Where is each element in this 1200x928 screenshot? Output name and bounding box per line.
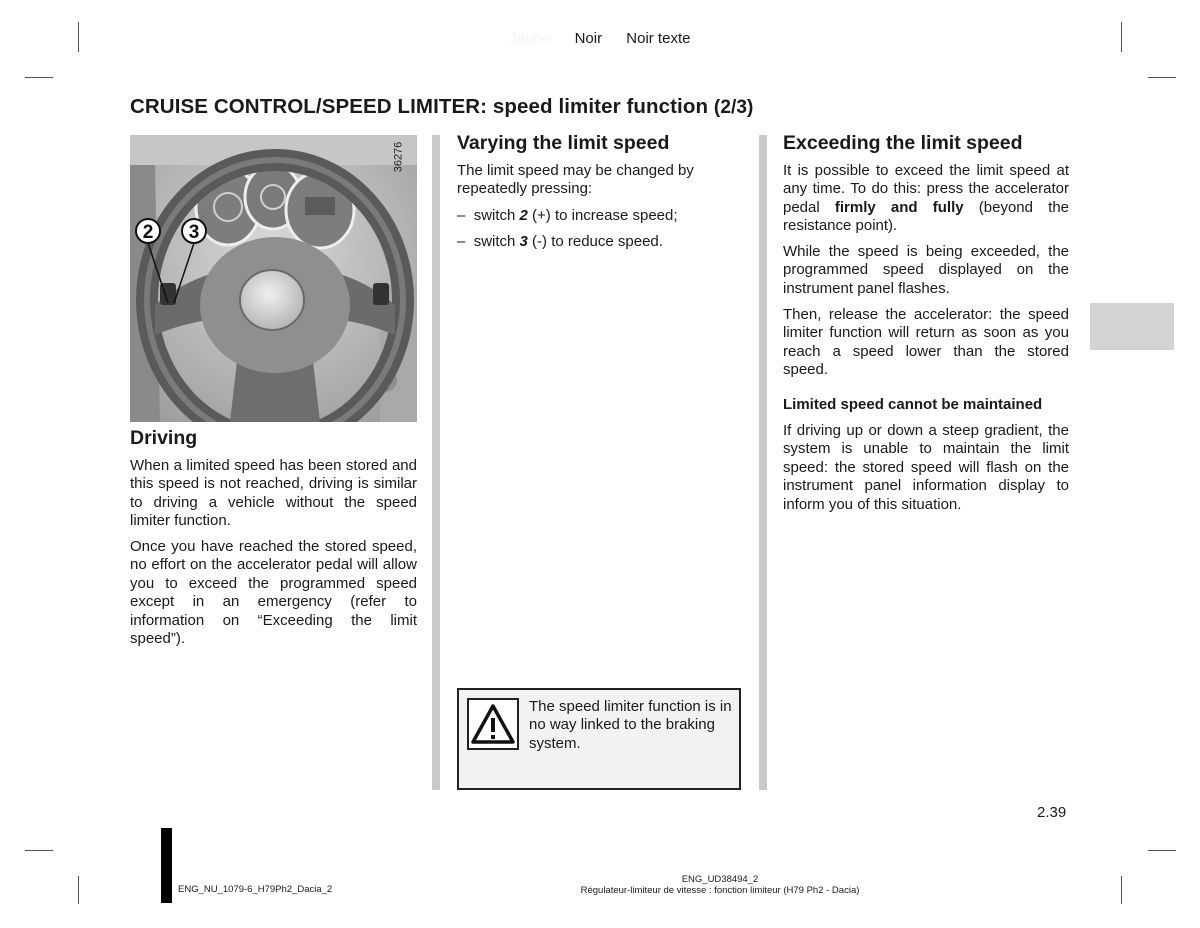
callout-2: 2	[142, 222, 154, 243]
chapter-tab	[1090, 303, 1174, 350]
crop-mark	[25, 77, 53, 78]
paragraph: Once you have reached the stored speed, no effort on the accelerator pedal will allow you to exceed the programmed speed except in an emergency (refer to information on “Exceeding the limit speed”).	[130, 538, 417, 648]
crop-mark	[78, 876, 79, 904]
paragraph: The limit speed may be changed by repeatedly pressing:	[457, 162, 694, 198]
crop-mark	[1148, 77, 1176, 78]
heading-exceeding-limit-speed: Exceeding the limit speed	[783, 132, 1023, 154]
crop-mark	[1148, 850, 1176, 851]
color-label-noir-texte: Noir texte	[626, 30, 691, 47]
paragraph: It is possible to exceed the limit speed at any time. To do this: press the accelerator pedal firmly and fully (beyond the resistance point).	[783, 162, 1069, 235]
crop-mark	[1121, 876, 1122, 904]
warning-text: The speed limiter function is in no way linked to the braking system.	[529, 698, 732, 752]
footer-center-text: Régulateur-limiteur de vitesse : fonction limiteur (H79 Ph2 - Dacia)	[580, 885, 860, 896]
page-number: 2.39	[1037, 804, 1067, 821]
paragraph: Then, release the accelerator: the speed limiter function will return as soon as you reach a speed lower than the stored speed.	[783, 306, 1069, 379]
page-title	[130, 95, 753, 119]
figure-ref-number: 36276	[392, 141, 405, 173]
margin-bar	[161, 828, 172, 903]
list-item: – switch 2 (+) to increase speed;	[457, 207, 678, 224]
warning-triangle-icon	[467, 698, 519, 750]
paragraph: If driving up or down a steep gradient, the system is unable to maintain the limit speed: the stored speed will flash on the instrument panel information display to inform you of this situation.	[783, 422, 1069, 513]
steering-wheel-photo	[130, 135, 417, 422]
color-separation-labels	[0, 30, 1200, 47]
warning-box	[457, 688, 741, 790]
column-rule	[759, 135, 767, 790]
crop-mark	[25, 850, 53, 851]
subheading-limited-speed: Limited speed cannot be maintained	[783, 396, 1043, 413]
footer-center	[560, 874, 880, 896]
callout-3: 3	[188, 222, 200, 243]
list-item: – switch 3 (-) to reduce speed.	[457, 233, 663, 250]
paragraph: When a limited speed has been stored and this speed is not reached, driving is similar to driving a vehicle without the speed limiter function.	[130, 457, 417, 530]
page-title-main: CRUISE CONTROL/SPEED LIMITER: speed limiter function	[130, 95, 709, 118]
heading-driving: Driving	[130, 427, 198, 449]
color-label-jaune: Jaune	[509, 30, 551, 47]
footer-left-code: ENG_NU_1079-6_H79Ph2_Dacia_2	[178, 884, 333, 895]
paragraph: While the speed is being exceeded, the programmed speed displayed on the instrument panel flashes.	[783, 243, 1069, 297]
color-label-noir: Noir	[574, 30, 603, 47]
column-rule	[432, 135, 440, 790]
footer-center-code: ENG_UD38494_2	[681, 874, 759, 885]
page-title-part: (2/3)	[713, 97, 754, 118]
heading-varying-limit-speed: Varying the limit speed	[457, 132, 670, 154]
